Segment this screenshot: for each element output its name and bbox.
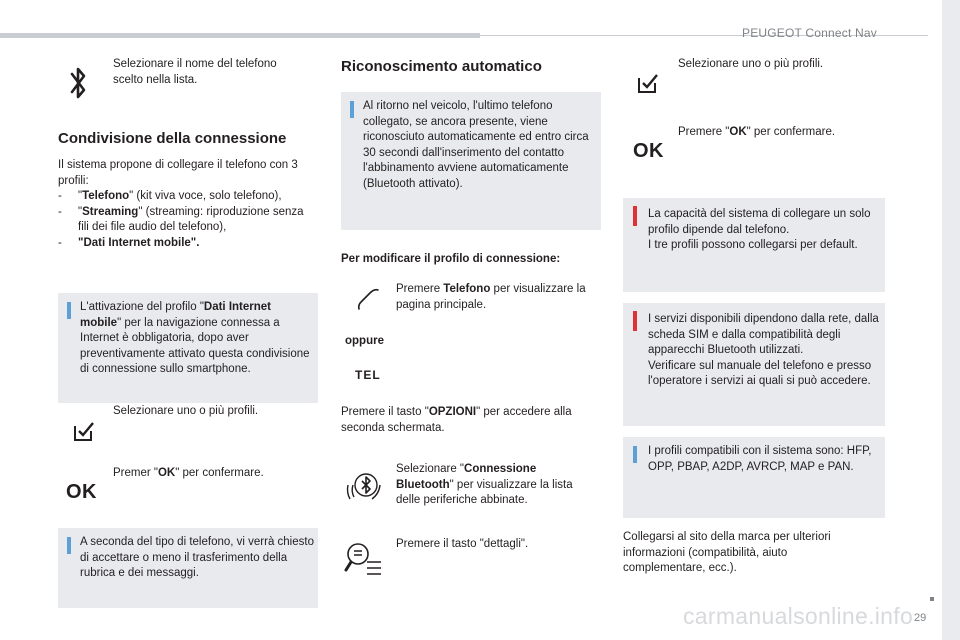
press-phone-text: Premere Telefono per visualizzare la pagina principale. bbox=[396, 283, 586, 311]
select-profiles-text: Selezionare uno o più profili. bbox=[113, 405, 259, 417]
info-box-mobile-data bbox=[58, 293, 318, 403]
info-box-phonebook bbox=[58, 528, 318, 608]
info-text: A seconda del tipo di telefono, vi verrà chiesto di accettare o meno il trasferimento della rubrica e dei messaggi. bbox=[80, 536, 314, 580]
info-bar bbox=[633, 446, 637, 463]
section-title-sharing: Condivisione della connessione bbox=[58, 130, 287, 147]
details-text: Premere il tasto "dettagli". bbox=[396, 538, 529, 550]
confirm-text: Premere "OK" per confermare. bbox=[678, 126, 836, 138]
header-title: PEUGEOT Connect Nav bbox=[742, 26, 877, 40]
checkbox-icon bbox=[637, 74, 659, 94]
watermark: carmanualsonline.info bbox=[683, 603, 914, 629]
checkbox-icon bbox=[73, 422, 95, 442]
info-box-compatible-profiles bbox=[623, 437, 885, 518]
or-label: oppure bbox=[345, 335, 384, 347]
profiles-intro: Il sistema propone di collegare il telefono con 3 profili: bbox=[58, 159, 298, 187]
header-rule bbox=[0, 33, 480, 38]
ok-button-icon: OK bbox=[66, 481, 97, 503]
info-bar bbox=[350, 101, 354, 118]
bt-connection-text: Selezionare "Connessione Bluetooth" per visualizzare la lista delle periferiche abbinate. bbox=[396, 463, 573, 507]
warning-bar bbox=[633, 206, 637, 226]
select-phone-text: Selezionare il nome del telefono scelto nella lista. bbox=[113, 58, 277, 86]
info-text: Al ritorno nel veicolo, l'ultimo telefono collegato, se ancora presente, viene riconosciuto automaticamente ed entro circa 30 secondi dall'inserimento del contatto l'abbinamento avviene automaticamente (Bluetooth attivato). bbox=[363, 100, 589, 190]
list-item: - "Telefono" (kit viva voce, solo telefono), bbox=[58, 190, 282, 202]
info-text: I profili compatibili con il sistema sono: HFP, OPP, PBAP, A2DP, AVRCP, MAP e PAN. bbox=[648, 445, 872, 473]
tel-icon: TEL bbox=[355, 368, 381, 382]
page-marker bbox=[930, 597, 934, 601]
warning-box-services bbox=[623, 303, 885, 426]
page-number: 29 bbox=[914, 612, 927, 624]
warning-bar bbox=[633, 311, 637, 331]
info-bar bbox=[67, 537, 71, 554]
list-item: - "Streaming" (streaming: riproduzione senza fili dei file audio del telefono), bbox=[58, 205, 304, 234]
page-edge-strip bbox=[942, 0, 960, 640]
select-profiles-text: Selezionare uno o più profili. bbox=[678, 58, 824, 70]
options-text: Premere il tasto "OPZIONI" per accedere alla seconda schermata. bbox=[341, 406, 572, 434]
info-box-reconnect bbox=[341, 92, 601, 230]
section-title-auto: Riconoscimento automatico bbox=[341, 58, 542, 75]
details-search-icon bbox=[343, 540, 383, 580]
list-item: - "Dati Internet mobile". bbox=[58, 236, 200, 249]
info-text: L'attivazione del profilo "Dati Internet mobile" per la navigazione connessa a Internet è obbligatoria, dopo aver preventivamente attivato questa condivisione di connessione sullo smartphone. bbox=[80, 301, 310, 376]
confirm-text: Premer "OK" per confermare. bbox=[113, 467, 264, 479]
warning-text: La capacità del sistema di collegare un solo profilo dipende dal telefono. I tre profili possono collegarsi per default. bbox=[648, 208, 871, 252]
modify-title: Per modificare il profilo di connessione: bbox=[341, 253, 561, 265]
info-bar bbox=[67, 302, 71, 319]
phone-handset-icon bbox=[356, 287, 382, 313]
footer-note: Collegarsi al sito della marca per ulteriori informazioni (compatibilità, aiuto complementare, ecc.). bbox=[623, 531, 831, 575]
bluetooth-icon bbox=[68, 64, 88, 102]
ok-button-icon: OK bbox=[633, 140, 664, 162]
bluetooth-settings-icon bbox=[342, 463, 384, 505]
warning-box-single-profile bbox=[623, 198, 885, 292]
warning-text: I servizi disponibili dipendono dalla rete, dalla scheda SIM e dalla compatibilità degli apparecchi Bluetooth utilizzati. Verificare sul manuale del telefono e presso l'operatore i servizi ai quali si può accedere. bbox=[648, 313, 879, 388]
profiles-list bbox=[58, 189, 308, 251]
